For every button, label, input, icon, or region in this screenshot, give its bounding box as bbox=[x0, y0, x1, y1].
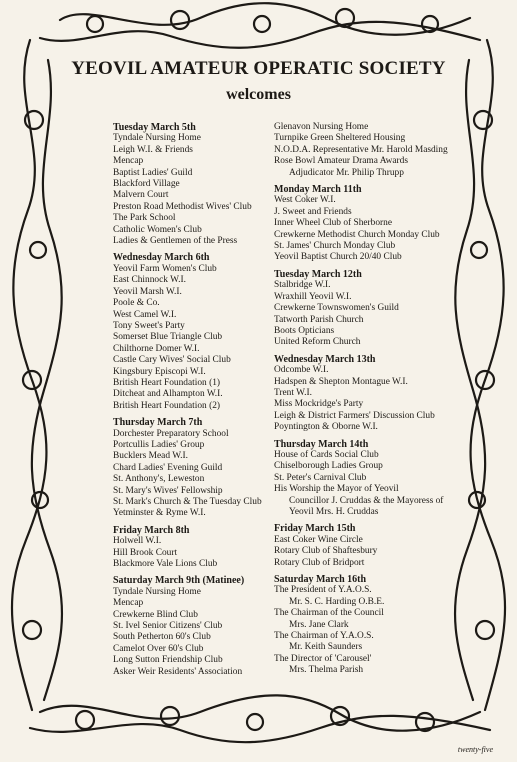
guest-entry: Leigh & District Farmers' Discussion Club bbox=[274, 410, 435, 421]
guest-entry: East Chinnock W.I. bbox=[113, 275, 186, 286]
guest-entry: Chiselborough Ladies Group bbox=[274, 461, 383, 472]
guest-entry: St. James' Church Monday Club bbox=[274, 241, 396, 252]
guest-entry: West Coker W.I. bbox=[274, 195, 336, 206]
guest-entry: N.O.D.A. Representative Mr. Harold Masding bbox=[274, 144, 448, 155]
guest-entry: Inner Wheel Club of Sherborne bbox=[274, 218, 393, 229]
guest-entry: The Park School bbox=[113, 213, 176, 224]
guest-entry: Adjudicator Mr. Philip Thrupp bbox=[289, 167, 404, 178]
guest-entry: British Heart Foundation (2) bbox=[113, 400, 221, 411]
guest-entry: St. Ivel Senior Citizens' Club bbox=[113, 621, 223, 632]
guest-entry: Stalbridge W.I. bbox=[274, 280, 331, 291]
guest-entry: Tony Sweet's Party bbox=[113, 320, 185, 331]
guest-entry: West Camel W.I. bbox=[113, 309, 177, 320]
guest-entry: Camelot Over 60's Club bbox=[113, 643, 204, 654]
left-column bbox=[113, 122, 261, 678]
guest-entry: Poole & Co. bbox=[113, 298, 160, 309]
day-heading: Monday March 11th bbox=[274, 184, 362, 196]
day-heading: Friday March 15th bbox=[274, 523, 356, 535]
guest-entry: St. Mark's Church & The Tuesday Club bbox=[113, 497, 262, 507]
guest-entry: St. Peter's Carnival Club bbox=[274, 472, 367, 483]
guest-entry: The President of Y.A.O.S. bbox=[274, 585, 372, 596]
guest-entry: Kingsbury Episcopi W.I. bbox=[113, 366, 206, 377]
guest-entry: Blackford Village bbox=[113, 179, 180, 190]
guest-entry: Trent W.I. bbox=[274, 387, 312, 398]
day-heading: Saturday March 9th (Matinee) bbox=[113, 575, 245, 587]
guest-entry: Crewkerne Methodist Church Monday Club bbox=[274, 229, 440, 240]
guest-entry: Portcullis Ladies' Group bbox=[113, 439, 205, 450]
guest-entry: Baptist Ladies' Guild bbox=[113, 167, 193, 178]
guest-entry: House of Cards Social Club bbox=[274, 449, 379, 460]
guest-entry: Mr. S. C. Harding O.B.E. bbox=[289, 596, 385, 607]
guest-entry: Glenavon Nursing Home bbox=[274, 122, 369, 132]
guest-entry: Holwell W.I. bbox=[113, 536, 162, 547]
guest-entry: South Petherton 60's Club bbox=[113, 632, 211, 643]
guest-entry: St. Mary's Wives' Fellowship bbox=[113, 485, 223, 496]
page-title: YEOVIL AMATEUR OPERATIC SOCIETY bbox=[71, 58, 446, 79]
guest-entry: Boots Opticians bbox=[274, 325, 335, 336]
day-heading: Wednesday March 6th bbox=[113, 252, 210, 264]
guest-entry: The Director of 'Carousel' bbox=[274, 653, 372, 664]
guest-entry: Malvern Court bbox=[113, 190, 169, 201]
guest-entry: Yeovil Mrs. H. Cruddas bbox=[289, 507, 379, 517]
day-heading: Saturday March 16th bbox=[274, 574, 367, 586]
guest-entry: Somerset Blue Triangle Club bbox=[113, 332, 223, 343]
guest-entry: Tyndale Nursing Home bbox=[113, 133, 201, 144]
guest-entry: Chard Ladies' Evening Guild bbox=[113, 462, 223, 473]
guest-entry: Castle Cary Wives' Social Club bbox=[113, 355, 231, 366]
guest-entry: Ditcheat and Alhampton W.I. bbox=[113, 389, 223, 400]
guest-entry: The Chairman of Y.A.O.S. bbox=[274, 631, 374, 642]
guest-entry: His Worship the Mayor of Yeovil bbox=[274, 484, 399, 495]
guest-entry: Hill Brook Court bbox=[113, 547, 178, 558]
guest-entry: Leigh W.I. & Friends bbox=[113, 144, 193, 155]
guest-entry: United Reform Church bbox=[274, 337, 361, 348]
guest-entry: Preston Road Methodist Wives' Club bbox=[113, 201, 252, 212]
guest-entry: British Heart Foundation (1) bbox=[113, 377, 221, 388]
guest-entry: Mrs. Thelma Parish bbox=[289, 665, 364, 676]
page-subtitle: welcomes bbox=[226, 86, 291, 103]
page-number: twenty-five bbox=[457, 745, 493, 754]
day-heading: Wednesday March 13th bbox=[274, 353, 376, 365]
guest-entry: Yeovil Farm Women's Club bbox=[113, 263, 217, 274]
guest-entry: Yeovil Marsh W.I. bbox=[113, 286, 182, 297]
guest-entry: Mr. Keith Saunders bbox=[289, 642, 363, 653]
guest-entry: Tatworth Parish Church bbox=[274, 314, 364, 325]
guest-entry: Long Sutton Friendship Club bbox=[113, 655, 223, 666]
day-heading: Friday March 8th bbox=[113, 524, 190, 536]
guest-entry: Hadspen & Shepton Montague W.I. bbox=[274, 376, 408, 387]
guest-entry: Odcombe W.I. bbox=[274, 365, 329, 376]
guest-entry: Ladies & Gentlemen of the Press bbox=[113, 236, 238, 247]
guest-entry: Poyntington & Oborne W.I. bbox=[274, 422, 378, 433]
guest-entry: Mrs. Jane Clark bbox=[289, 619, 349, 630]
guest-entry: Yeovil Baptist Church 20/40 Club bbox=[274, 252, 402, 263]
guest-entry: Miss Mockridge's Party bbox=[274, 399, 364, 410]
guest-entry: Bucklers Mead W.I. bbox=[113, 451, 188, 462]
guest-entry: J. Sweet and Friends bbox=[274, 206, 352, 217]
guest-entry: East Coker Wine Circle bbox=[274, 534, 363, 545]
guest-entry: Mencap bbox=[113, 156, 144, 167]
right-column bbox=[274, 122, 452, 677]
guest-entry: Dorchester Preparatory School bbox=[113, 428, 229, 439]
guest-entry: Chilthorne Domer W.I. bbox=[113, 343, 200, 354]
guest-entry: Crewkerne Townswomen's Guild bbox=[274, 303, 399, 314]
guest-entry: Blackmore Vale Lions Club bbox=[113, 559, 218, 570]
guest-entry: Yetminster & Ryme W.I. bbox=[113, 508, 206, 519]
guest-entry: Mencap bbox=[113, 598, 144, 609]
day-heading: Tuesday March 5th bbox=[113, 122, 196, 133]
guest-entry: Asker Weir Residents' Association bbox=[113, 666, 243, 677]
guest-entry: Turnpike Green Sheltered Housing bbox=[274, 133, 406, 144]
guest-entry: Wraxhill Yeovil W.I. bbox=[274, 291, 352, 302]
guest-entry: St. Anthony's, Leweston bbox=[113, 474, 205, 485]
guest-entry: Crewkerne Blind Club bbox=[113, 609, 198, 620]
guest-entry: Councillor J. Cruddas & the Mayoress of bbox=[289, 495, 444, 506]
day-heading: Thursday March 7th bbox=[113, 417, 203, 429]
guest-entry: Rose Bowl Amateur Drama Awards bbox=[274, 156, 409, 167]
guest-entry: The Chairman of the Council bbox=[274, 608, 384, 619]
guest-entry: Rotary Club of Bridport bbox=[274, 557, 365, 568]
guest-entry: Tyndale Nursing Home bbox=[113, 586, 201, 597]
guest-entry: Rotary Club of Shaftesbury bbox=[274, 546, 378, 557]
day-heading: Thursday March 14th bbox=[274, 438, 369, 450]
day-heading: Tuesday March 12th bbox=[274, 268, 362, 280]
guest-entry: Catholic Women's Club bbox=[113, 224, 202, 235]
